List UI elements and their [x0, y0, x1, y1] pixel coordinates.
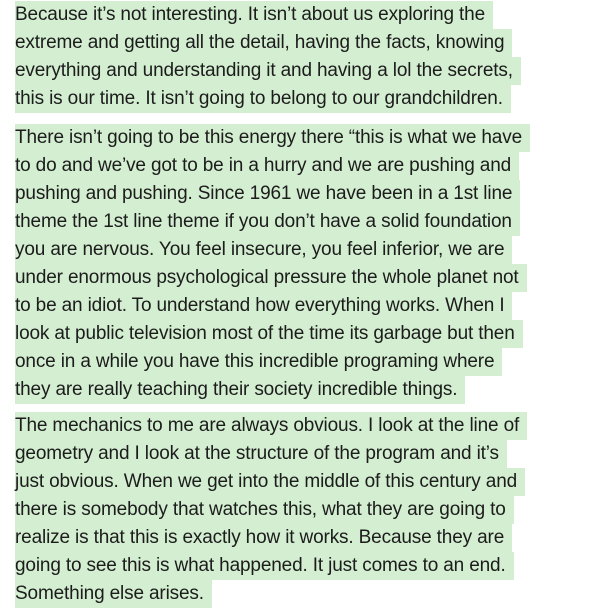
highlighted-text: extreme and getting all the detail, having the facts, knowing [15, 29, 512, 57]
text-line [15, 468, 527, 496]
highlighted-text: just obvious. When we get into the middle of this century and [15, 468, 525, 496]
text-line [15, 524, 527, 552]
text-line [15, 152, 530, 180]
text-line [15, 57, 521, 85]
paragraph-3 [15, 412, 527, 608]
text-line [15, 552, 527, 580]
text-line [15, 85, 521, 113]
text-line [15, 124, 530, 152]
paragraph-2 [15, 124, 530, 404]
highlighted-text: once in a while you have this incredible programing where [15, 348, 502, 376]
highlighted-text: theme the 1st line theme if you don’t have a solid foundation [15, 208, 520, 236]
text-line [15, 320, 530, 348]
highlighted-text: Because it’s not interesting. It isn’t about us exploring the [15, 1, 493, 29]
text-line [15, 208, 530, 236]
highlighted-text: The mechanics to me are always obvious. I look at the line of [15, 412, 527, 440]
text-line [15, 180, 530, 208]
highlighted-text: there is somebody that watches this, what they are going to [15, 496, 514, 524]
highlighted-text: pushing and pushing. Since 1961 we have been in a 1st line [15, 180, 520, 208]
text-line [15, 348, 530, 376]
text-line [15, 292, 530, 320]
text-line [15, 1, 521, 29]
highlighted-text: under enormous psychological pressure the whole planet not [15, 264, 527, 292]
text-line [15, 376, 530, 404]
text-line [15, 264, 530, 292]
highlighted-text: geometry and I look at the structure of the program and it’s [15, 440, 507, 468]
text-line [15, 236, 530, 264]
text-line [15, 29, 521, 57]
highlighted-text: to do and we’ve got to be in a hurry and we are pushing and [15, 152, 519, 180]
highlighted-text: everything and understanding it and having a lol the secrets, [15, 57, 521, 85]
highlighted-text: going to see this is what happened. It just comes to an end. [15, 552, 514, 580]
highlighted-text: look at public television most of the time its garbage but then [15, 320, 523, 348]
text-line [15, 580, 527, 608]
highlighted-text: to be an idiot. To understand how everything works. When I [15, 292, 512, 320]
text-line [15, 496, 527, 524]
paragraph-1 [15, 1, 521, 113]
highlighted-text: realize is that this is exactly how it works. Because they are [15, 524, 512, 552]
highlighted-text: you are nervous. You feel insecure, you feel inferior, we are [15, 236, 512, 264]
highlighted-text: this is our time. It isn’t going to belong to our grandchildren. [15, 85, 511, 113]
text-line [15, 440, 527, 468]
highlighted-text: they are really teaching their society incredible things. [15, 376, 465, 404]
highlighted-text: There isn’t going to be this energy there “this is what we have [15, 124, 530, 152]
highlighted-text: Something else arises. [15, 580, 212, 608]
text-line [15, 412, 527, 440]
